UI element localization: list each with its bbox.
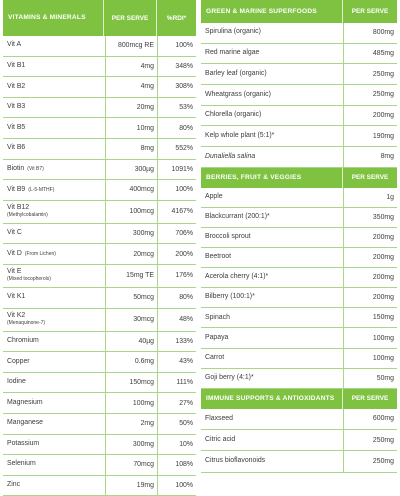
row-name-text: Vit B9 <box>7 185 26 193</box>
table-row <box>3 393 196 414</box>
row-name-note: (Vit B7) <box>27 165 44 172</box>
row-serve: 100mg <box>343 328 397 347</box>
row-serve: 150mg <box>343 308 397 327</box>
row-name-note: (Mixed tocopherols) <box>7 275 51 282</box>
row-rdi: 43% <box>157 352 196 372</box>
row-name <box>3 145 105 152</box>
table-row <box>3 373 196 394</box>
row-serve: 100mg <box>343 349 397 368</box>
table-row <box>3 414 196 435</box>
row-name-text: Vit B2 <box>7 82 26 90</box>
row-name-text: Spinach <box>205 313 230 321</box>
row-name <box>201 214 343 221</box>
row-serve: 100mcg <box>105 201 157 223</box>
row-name-text: Citric acid <box>205 435 236 443</box>
table-row <box>3 180 196 201</box>
row-serve: 100mg <box>105 393 157 413</box>
row-rdi: 308% <box>157 77 196 97</box>
table-row <box>201 349 397 369</box>
row-name-text: Broccoli sprout <box>205 233 251 241</box>
table-row <box>201 64 397 85</box>
table-row <box>201 208 397 228</box>
row-name-text: Vit C <box>7 229 22 237</box>
table-row <box>3 265 196 288</box>
table-row <box>201 147 397 168</box>
row-name-text: Iodine <box>7 378 26 386</box>
row-serve: 1g <box>343 188 397 207</box>
row-serve: 40µg <box>105 332 157 352</box>
row-rdi: 111% <box>157 373 196 393</box>
row-name-text: Citrus bioflavonoids <box>205 457 266 465</box>
row-name-text: Wheatgrass (organic) <box>205 90 271 98</box>
row-rdi: 27% <box>157 393 196 413</box>
row-rdi: 10% <box>157 435 196 455</box>
row-name <box>201 154 343 161</box>
row-serve: 300mg <box>105 435 157 455</box>
row-name <box>3 205 105 219</box>
row-serve: 30mcg <box>105 309 157 331</box>
table-row <box>3 309 196 332</box>
row-name <box>3 269 105 283</box>
table-row <box>201 188 397 208</box>
vitamins-rows <box>3 36 196 496</box>
row-serve: 250mg <box>343 430 397 450</box>
row-serve: 250mg <box>343 64 397 84</box>
row-name <box>201 234 343 241</box>
row-name <box>3 441 105 448</box>
row-name <box>201 458 343 465</box>
vitamins-header-serve: PER SERVE <box>103 0 156 36</box>
row-name-text: Vit B3 <box>7 103 26 111</box>
vitamins-minerals-table <box>3 0 196 496</box>
table-row <box>201 228 397 248</box>
row-name-text: Bilberry (100:1)* <box>205 293 255 301</box>
row-name-text: Manganese <box>7 419 44 427</box>
row-serve: 20mg <box>105 98 157 118</box>
vitamins-header <box>3 0 196 36</box>
row-rdi: 552% <box>157 139 196 159</box>
table-row <box>201 451 397 472</box>
row-serve: 200mg <box>343 248 397 267</box>
row-name <box>201 92 343 99</box>
row-name-text: Spirulina (organic) <box>205 28 261 36</box>
row-rdi: 1091% <box>157 160 196 180</box>
row-name <box>201 437 343 444</box>
row-name-text: Vit E <box>7 268 22 276</box>
immune-header-title: IMMUNE SUPPORTS & ANTIOXIDANTS <box>206 395 335 402</box>
row-serve: 70mcg <box>105 455 157 475</box>
berries-header-title: BERRIES, FRUIT & VEGGIES <box>206 174 302 182</box>
row-name-text: Apple <box>205 192 223 200</box>
row-rdi: 176% <box>157 265 196 287</box>
row-serve: 485mg <box>343 44 397 64</box>
row-name <box>201 254 343 261</box>
table-row <box>201 430 397 451</box>
row-name-text: Blackcurrant (200:1)* <box>205 213 270 221</box>
row-name <box>3 313 105 327</box>
table-row <box>201 308 397 328</box>
row-rdi: 133% <box>157 332 196 352</box>
row-name-text: Kelp whole plant (5:1)* <box>205 131 275 139</box>
immune-header <box>201 389 397 409</box>
table-row <box>3 160 196 181</box>
row-rdi: 200% <box>157 244 196 264</box>
table-row <box>3 98 196 119</box>
row-serve: 800mcg RE <box>105 36 157 56</box>
berries-header <box>201 168 397 188</box>
row-serve: 250mg <box>343 451 397 471</box>
table-row <box>3 201 196 224</box>
row-name-text: Vit B5 <box>7 123 26 131</box>
row-name <box>201 315 343 322</box>
row-rdi: 50% <box>157 414 196 434</box>
row-name-text: Flaxseed <box>205 414 233 422</box>
row-name-text: Vit D <box>7 249 22 257</box>
table-row <box>3 57 196 78</box>
table-row <box>3 139 196 160</box>
row-name-text: Vit B12 <box>7 203 30 211</box>
row-serve: 4mg <box>105 77 157 97</box>
row-serve: 200mg <box>343 268 397 287</box>
row-rdi: 100% <box>157 36 196 56</box>
row-rdi: 53% <box>157 98 196 118</box>
superfoods-header-title: GREEN & MARINE SUPERFOODS <box>206 7 317 15</box>
row-name-text: Potassium <box>7 439 40 447</box>
superfoods-rows <box>201 23 397 168</box>
row-name-text: Chlorella (organic) <box>205 111 262 119</box>
row-serve: 200mg <box>343 106 397 126</box>
row-serve: 15mg TE <box>105 265 157 287</box>
row-name <box>201 294 343 301</box>
row-serve: 600mg <box>343 409 397 429</box>
table-row <box>3 77 196 98</box>
row-name <box>3 166 105 173</box>
superfoods-header-serve: PER SERVE <box>342 0 397 23</box>
row-name-text: Vit K1 <box>7 293 26 301</box>
row-serve: 4mg <box>105 57 157 77</box>
row-rdi: 48% <box>157 309 196 331</box>
table-row <box>3 332 196 353</box>
row-name-text: Vit K2 <box>7 311 26 319</box>
row-serve: 300µg <box>105 160 157 180</box>
row-name <box>3 379 105 386</box>
table-row <box>3 118 196 139</box>
row-name <box>3 359 105 366</box>
row-name <box>3 400 105 407</box>
row-name <box>201 29 343 36</box>
row-name <box>3 187 105 194</box>
row-serve: 10mg <box>105 118 157 138</box>
right-tables <box>201 0 397 473</box>
row-name <box>201 194 343 201</box>
row-name-text: Vit A <box>7 41 22 49</box>
row-name-text: Zinc <box>7 481 21 489</box>
row-name <box>3 63 105 70</box>
row-name-text: Copper <box>7 357 30 365</box>
row-name <box>3 294 105 301</box>
table-row <box>201 44 397 65</box>
row-name-text: Magnesium <box>7 398 43 406</box>
table-row <box>3 224 196 245</box>
row-serve: 2mg <box>105 414 157 434</box>
berries-rows <box>201 188 397 389</box>
row-serve: 800mg <box>343 23 397 43</box>
table-row <box>201 288 397 308</box>
table-row <box>3 244 196 265</box>
row-name <box>3 104 105 111</box>
row-serve: 400mcg <box>105 180 157 200</box>
table-row <box>3 476 196 496</box>
row-serve: 8mg <box>343 147 397 167</box>
table-row <box>201 85 397 106</box>
row-name <box>3 42 105 49</box>
row-name <box>201 112 343 119</box>
table-row <box>3 352 196 373</box>
vitamins-header-rdi: %RDI* <box>156 0 196 36</box>
row-name-text: Papaya <box>205 333 229 341</box>
table-row <box>201 328 397 348</box>
row-name-text: Vit B6 <box>7 144 26 152</box>
row-rdi: 108% <box>157 455 196 475</box>
row-serve: 50mcg <box>105 288 157 308</box>
row-name <box>201 416 343 423</box>
table-row <box>201 268 397 288</box>
row-name <box>201 375 343 382</box>
row-serve: 200mg <box>343 288 397 307</box>
row-rdi: 348% <box>157 57 196 77</box>
row-name-text: Dunaliella salina <box>205 152 256 160</box>
row-serve: 19mg <box>105 476 157 496</box>
row-serve: 150mcg <box>105 373 157 393</box>
row-rdi: 100% <box>157 180 196 200</box>
table-row <box>3 288 196 309</box>
table-row <box>201 23 397 44</box>
row-name-text: Barley leaf (organic) <box>205 69 267 77</box>
table-row <box>201 369 397 389</box>
row-name <box>3 461 105 468</box>
table-row <box>3 36 196 57</box>
row-name-note: (Menaquinone-7) <box>7 319 46 326</box>
vitamins-header-title: VITAMINS & MINERALS <box>8 14 86 22</box>
row-name <box>3 230 105 237</box>
row-name <box>201 274 343 281</box>
immune-rows <box>201 409 397 473</box>
row-rdi: 4167% <box>157 201 196 223</box>
table-row <box>201 106 397 127</box>
row-name <box>201 335 343 342</box>
table-row <box>3 455 196 476</box>
row-serve: 190mg <box>343 126 397 146</box>
berries-header-serve: PER SERVE <box>342 168 397 188</box>
row-name-text: Vit B1 <box>7 61 26 69</box>
row-rdi: 80% <box>157 288 196 308</box>
table-row <box>201 126 397 147</box>
row-name-text: Biotin <box>7 164 25 172</box>
immune-header-serve: PER SERVE <box>342 389 397 409</box>
row-name <box>201 355 343 362</box>
row-rdi: 100% <box>157 476 196 496</box>
row-name-text: Selenium <box>7 460 36 468</box>
row-name-note: (L-5-MTHF) <box>28 186 55 193</box>
row-name <box>201 133 343 140</box>
row-name <box>201 50 343 57</box>
row-serve: 350mg <box>343 208 397 227</box>
table-row <box>201 409 397 430</box>
row-name <box>3 338 105 345</box>
row-name-text: Chromium <box>7 336 39 344</box>
row-serve: 8mg <box>105 139 157 159</box>
row-serve: 0.6mg <box>105 352 157 372</box>
table-row <box>3 435 196 456</box>
row-rdi: 706% <box>157 224 196 244</box>
row-name-text: Goji berry (4:1)* <box>205 373 254 381</box>
row-name <box>201 71 343 78</box>
row-serve: 300mg <box>105 224 157 244</box>
row-rdi: 80% <box>157 118 196 138</box>
row-serve: 200mg <box>343 228 397 247</box>
row-serve: 250mg <box>343 85 397 105</box>
row-serve: 20mcg <box>105 244 157 264</box>
row-name-text: Beetroot <box>205 253 232 261</box>
row-name <box>3 84 105 91</box>
row-name-note: (Methylcobalamin) <box>7 211 48 218</box>
row-name-text: Carrot <box>205 353 225 361</box>
row-name <box>3 482 105 489</box>
superfoods-header <box>201 0 397 23</box>
row-name-text: Red marine algae <box>205 49 260 57</box>
table-row <box>201 248 397 268</box>
row-name <box>3 251 105 258</box>
row-name-note: (From Lichen) <box>24 250 56 257</box>
row-name <box>3 125 105 132</box>
row-serve: 50mg <box>343 369 397 388</box>
row-name-text: Acerola cherry (4:1)* <box>205 273 269 281</box>
row-name <box>3 420 105 427</box>
